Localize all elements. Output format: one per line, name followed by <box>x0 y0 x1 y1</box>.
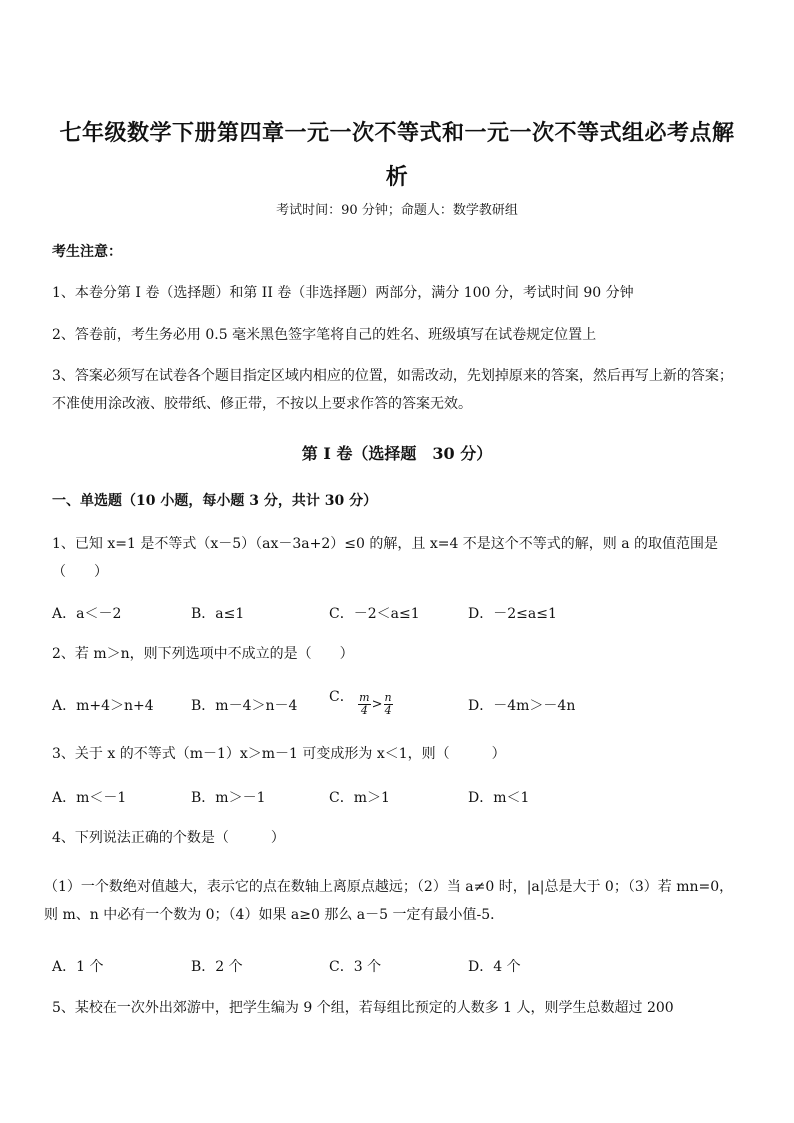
notice-item-3: 3、答案必须写在试卷各个题目指定区域内相应的位置，如需改动，先划掉原来的答案，然后再写上新的答案；不准使用涂改液、胶带纸、修正带，不按以上要求作答的答案无效。 <box>52 368 733 412</box>
fraction-inequality: $\frac{m}{4}$ > $\frac{n}{4}$ <box>359 691 392 717</box>
notice-heading: 考生注意： <box>52 244 122 260</box>
question-3-option-d: D．m＜1 <box>468 790 530 806</box>
question-4-option-a: A．1 个 <box>52 959 104 975</box>
question-3-stem: 3、关于 x 的不等式（m－1）x＞m－1 可变成形为 x＜1，则（ ） <box>52 746 506 762</box>
question-3-option-b: B．m＞－1 <box>191 790 266 806</box>
question-4-stem: 4、下列说法正确的个数是（ ） <box>52 830 285 846</box>
question-4-option-d: D．4 个 <box>468 959 521 975</box>
notice-item-1: 1、本卷分第 I 卷（选择题）和第 II 卷（非选择题）两部分，满分 100 分，考试时间 90 分钟 <box>52 285 634 301</box>
question-2-option-c-label: C． <box>329 689 354 705</box>
question-4-option-c: C．3 个 <box>329 959 382 975</box>
question-3-option-a: A．m＜－1 <box>52 790 127 806</box>
question-1-option-b: B．a≤1 <box>191 606 245 622</box>
question-2-option-c <box>329 686 393 717</box>
question-1-option-d: D．－2≤a≤1 <box>468 606 557 622</box>
question-4-option-b: B．2 个 <box>191 959 243 975</box>
notice-item-2: 2、答卷前，考生务必用 0.5 毫米黑色签字笔将自己的姓名、班级填写在试卷规定位置上 <box>52 327 597 343</box>
question-3-option-c: C．m＞1 <box>329 790 390 806</box>
question-2-option-d: D．－4m＞－4n <box>468 698 576 714</box>
exam-meta: 考试时间：90 分钟；命题人：数学教研组 <box>276 203 518 218</box>
page-title: 七年级数学下册第四章一元一次不等式和一元一次不等式组必考点解析 <box>59 121 735 190</box>
question-2-option-a: A．m+4＞n+4 <box>52 698 154 714</box>
question-5-stem: 5、某校在一次外出郊游中，把学生编为 9 个组，若每组比预定的人数多 1 人，则学生总数超过 200 <box>52 1000 674 1016</box>
question-4-body: （1）一个数绝对值越大，表示它的点在数轴上离原点越远；（2）当 a≠0 时，|a|总是大于 0；（3）若 mn=0，则 m、n 中必有一个数为 0；（4）如果 a≥0 那么 a－5 一定有最小值-5． <box>44 879 734 923</box>
question-2-stem: 2、若 m＞n，则下列选项中不成立的是（ ） <box>52 646 354 662</box>
fraction-left: $\frac{m}{4}$ <box>359 691 370 717</box>
question-1-option-a: A．a＜－2 <box>52 606 122 622</box>
question-1-option-c: C．－2＜a≤1 <box>329 606 420 622</box>
question-2-option-b: B．m－4＞n－4 <box>191 698 298 714</box>
part-heading: 一、单选题（10 小题，每小题 3 分，共计 30 分） <box>52 493 378 509</box>
question-1-stem: 1、已知 x=1 是不等式（x－5）（ax－3a+2）≤0 的解，且 x=4 不是这个不等式的解，则 a 的取值范围是（ ） <box>52 536 719 580</box>
fraction-right: $\frac{n}{4}$ <box>384 691 392 717</box>
section-title: 第 I 卷（选择题 30 分） <box>301 444 493 463</box>
